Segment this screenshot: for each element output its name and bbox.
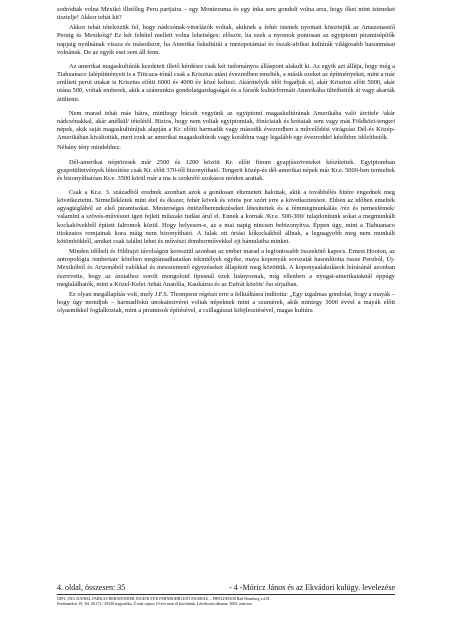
document-body [57, 6, 395, 317]
paragraph-1: sodródtak volna Mexikó illetőleg Peru partjaira – egy Montezuma és egy inka sem gondolt volna arra, hogy őket mint isteneket tisztelje! Akkor tehát kit? [57, 6, 395, 22]
paragraph-2: Akkor tehát tételezzük fel, hogy nádcsónak-vitorlázók voltak, akiknek a fehér istenek nyomait köszönjük az Amazonastól Peruig és Mexikóig? Ez két feltétel mellett volna lehetséges: először, ha ezek a nyomok pontosan az egyiptomi piramisépítők napjaig nyúlnának vissza és másodszor, ha Amerika őskultúrái a mezopotámiai és észak-afrikai kultúrák világosabb hasonmásai volnának. De az egyik eset sem áll fenn. [57, 24, 395, 56]
paragraph-3: Az amerikai magaskultúrák kezdeteit illető kérdésre csak két tudományos álláspont alakult ki. Az egyik azt állítja, hogy még a Tiahuanaco falépítményeit is a Titicaca-tónál csak a Krisztus utáni évezredben emelték, a másik ezeket az építményeket, mint a már említett perui utakat is Krisztus előtti 6000 és 4000 év közé keltezi. Akármelyik időt fogadjuk el, akár Krisztus előtt 5000, akár utána 500, voltak emberek, akik a számunkra gondolatgazdagságát és a fáraók kultúrformáit Amerikába ültethették át vagy akarták átültetni. [57, 62, 395, 103]
footer-title: - 4 -Móricz János és az Ekvádori kulügy. levelezése [229, 583, 395, 592]
footer-small-print [57, 594, 395, 606]
paragraph-7: Csak a Kr.e. 3. századból erednek azonban azok a gondosan eltemetett halottak, akik a továbbélés hitére engednek meg következtetni. Sírmellékletek mint étel és ékszer, fehér kövek és vörös por szórt erre a következtetésre. Ebben az időben emelték agyagtéglából az első piramisokat. Mesterséges öntözőberendezéseket létesítettek és a fémmegmunkálás /réz és nemesfémek/ valamint a szövés-művészet igen fejlett műszaki tudást árul el. Ennek a kornak /Kr.e. 500-300/ tulajdonítunk sokat a megmunkált kockakövekből épített falromok közül. Hogy helyesen-e, az a mai napig nincsen bebizonyítva. Éppen úgy, mint a Tiahuanaco titokzatos romjainak kora máig nem bizonyítható. A falak ott óriási kőkockákból állnak, a legnagyobb meg nem munkált kötömbökből, amiket csak találni lehet és művészi domborművekkel ejt bámulatba minket. [57, 188, 395, 245]
footer-page-count: 4. oldal, összesen: 35 [57, 583, 126, 592]
page-footer [57, 583, 395, 606]
paragraph-5: Néhány tény mindehhez: [57, 144, 121, 152]
paragraph-8: Minden időbeli és földrajzi távolságon keresztül azonban az ember marad a legfontosabb összekötő kapocs. Ernest Hooton, az antropológia /embertan/ körében megtámadhatatlan tekintélyek egyike, maya koponyák sorozatát hasonlította össze Peruból, Új-Mexikóból és Arizonából valókkal és messzemenő egyezéseket állapított meg közöttük. A koponyaalakulások leírásánál azonban észrevette, hogy az ázsiaihoz sorolt mongoloid típusnál ezek hiányoznak, míg ellenben a nyugat-amerikaiaknál éppúgy megtalálhatók, mint a Közel-Kelet /tehát Anatólia, Kaukázus és az Eufrát között/ ősi sírjaiban. [57, 248, 395, 288]
footer-small-line-1: DIPL.-ING DANIEL FARKAS BERATENDER INGENI FÜR FERNROHRLEITUNGSBAU – PIPELINE638 Bad Homburg v.d.H. [57, 596, 271, 601]
footer-small-line-2: Ferdinandstr 19, Tel. 06172 / 29330 hagyatéka. Ó már sajnos 10 éve nem él közöttünk. Létrehozás dátuma: 2003. március [57, 601, 253, 607]
paragraph-4: Nem marad tehát más hátra, minthogy búcsút vegyünk az egyiptomi magaskultúrának Amerikába való átvitele /akár nádcsónakkal, akár anélkül/ tételétől. Biztos, hogy nem voltak egyiptomiak, föníciaiak és krétaiak sem vagy más Földközi-tengeri népek, akik saját magaskultúrájuk alapján a Kr. előtti harmadik vagy második évezredben a művelődési virágzást Dél-és Közép-Amerikában kiváltották, mert ezek az amerikai magaskultúrák vagy korábbra vagy legalább egy évezreddel későbbre időzíthetők. [57, 109, 395, 142]
footer-main-line [57, 583, 395, 593]
paragraph-6: Dél-amerikai néptörzsek már 2500 és 1200 között Kr. előtt finom gyapjúszöveteket készítettek. Egyiptomban gyapotültetvények létesítése csak Kr. előtt 370-től bizonyítható. Tengerit közép-és dél-amerikai népek már Kr.e. 5000-ben termeltek és bizonyíthatóan Kr.e. 3500 körül már a ma is szokréfé szokásos módon arattak. [57, 158, 395, 182]
paragraph-9: Ez olyan megállapítás volt, mely J.F.S. Thompson régészt erre a felkiáltásra indította: „Egy izgalmas gondolat, hogy a mayák – hogy úgy mondjuk – harmadfokú unokatestvérei voltak népeknek mint a szumérek, akik mintegy 3000 évvel a mayák előtt olyasmikkel foglalkoztak, mint a piramisok építésével, a csillagászat kifejlesztésével, magas kultúra [57, 290, 395, 315]
